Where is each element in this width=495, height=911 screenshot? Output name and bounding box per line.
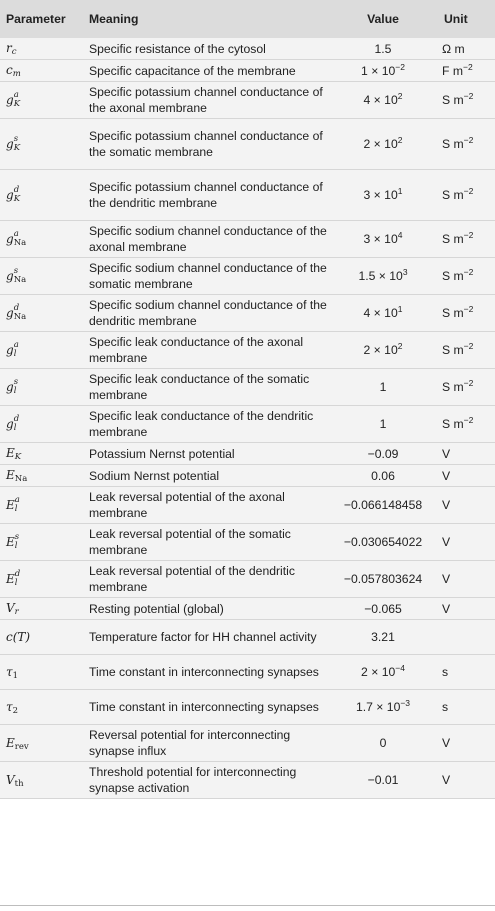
value-mantissa: −0.09 [367,446,399,461]
symbol-scripts [14,415,19,433]
unit-exponent: −2 [463,340,474,351]
unit-base: V [442,446,451,461]
value-mantissa: 4 × 10 [363,306,398,320]
symbol-superscript: a [13,229,19,239]
unit-exponent: −2 [463,303,474,314]
parameter-symbol [6,446,21,460]
symbol-scripts [15,467,28,484]
symbol-base: E [6,468,15,482]
parameter-symbol [6,665,18,679]
value-cell [328,620,438,655]
table-row [0,620,495,655]
unit-cell [438,465,495,487]
parameter-cell [0,332,83,369]
unit-base: V [442,468,451,483]
table-row [0,561,495,598]
value-mantissa: 2 × 10 [363,343,398,357]
meaning-cell: Threshold potential for interconnecting synapse activation [89,765,297,795]
unit-base: S m [442,380,464,394]
table-row [0,487,495,524]
parameter-symbol [6,773,24,787]
parameter-symbol [6,630,30,644]
value-exponent: 4 [397,229,403,240]
table-row [0,406,495,443]
unit-exponent: −2 [463,90,474,101]
parameter-symbol [6,736,29,750]
symbol-subscript: 1 [12,670,19,681]
parameter-symbol [6,468,27,482]
table-row [0,60,495,82]
symbol-subscript: K [14,452,22,462]
symbol-subscript: l [13,386,17,396]
header-parameter: Parameter [6,12,66,26]
symbol-scripts [13,699,18,716]
unit-exponent: −2 [463,229,474,240]
parameter-symbol [6,377,19,396]
unit-exponent: −2 [462,61,473,72]
symbol-superscript: a [13,340,19,350]
table-row [0,443,495,465]
parameter-cell [0,655,83,690]
unit-base: s [442,700,449,714]
value-mantissa: −0.065 [364,601,402,616]
table-bottom-rule [0,905,495,906]
unit-base: S m [442,232,464,246]
symbol-subscript: l [13,423,17,433]
table-row [0,762,495,799]
value-mantissa: 1.5 × 10 [358,269,403,283]
parameter-symbol [6,495,20,514]
symbol-scripts [14,230,27,248]
value-mantissa: −0.057803624 [343,572,423,586]
parameter-cell [0,38,83,60]
symbol-subscript: Na [13,275,27,285]
unit-cell [438,332,495,369]
symbol-base: g [6,305,14,320]
symbol-scripts [14,91,20,109]
table-row [0,119,495,170]
symbol-base: c(T) [6,630,31,644]
unit-cell [438,60,495,82]
symbol-base: V [6,601,15,615]
table-row [0,655,495,690]
table-row [0,82,495,119]
unit-base: V [442,601,451,616]
value-cell [328,60,438,82]
symbol-scripts [14,341,19,359]
parameter-cell [0,620,83,655]
unit-cell [438,38,495,60]
unit-base: S m [442,188,464,202]
parameter-cell [0,690,83,725]
parameter-cell [0,369,83,406]
symbol-subscript: c [11,47,17,57]
symbol-base: V [6,772,15,787]
value-mantissa: 2 × 10 [361,665,396,679]
value-cell [328,221,438,258]
value-cell [328,524,438,561]
value-cell [328,443,438,465]
meaning-cell: Leak reversal potential of the somatic membrane [89,527,291,557]
meaning-cell: Specific potassium channel conductance of the axonal membrane [89,85,323,115]
symbol-superscript: s [13,266,19,276]
symbol-base: g [6,231,14,246]
symbol-subscript: l [13,349,17,359]
table-row [0,258,495,295]
table-row [0,524,495,561]
symbol-scripts [13,664,18,681]
unit-exponent: −2 [463,414,474,425]
value-mantissa: −0.01 [367,773,399,787]
parameter-symbol [6,63,21,77]
parameter-symbol [6,41,17,55]
symbol-scripts [14,378,18,396]
parameter-symbol [6,569,21,588]
value-cell [328,119,438,170]
symbol-subscript: l [14,541,18,551]
unit-cell [438,170,495,221]
symbol-subscript: Na [13,312,27,322]
symbol-base: E [6,571,15,586]
value-exponent: 3 [402,266,408,277]
value-cell [328,725,438,762]
meaning-cell: Specific potassium channel conductance of the somatic membrane [89,129,323,159]
meaning-cell: Specific potassium channel conductance of the dendritic membrane [89,180,323,210]
value-cell [328,690,438,725]
unit-cell [438,524,495,561]
parameter-cell [0,82,83,119]
unit-exponent: −2 [463,185,474,196]
value-cell [328,762,438,799]
value-exponent: 1 [397,303,403,314]
symbol-superscript: d [13,303,20,313]
symbol-base: τ [6,699,13,714]
value-cell [328,598,438,620]
unit-cell [438,598,495,620]
unit-cell [438,221,495,258]
parameter-cell [0,60,83,82]
parameter-symbol [6,414,20,433]
symbol-scripts [12,40,17,57]
parameter-cell [0,443,83,465]
symbol-base: g [6,136,14,151]
parameter-cell [0,762,83,799]
table-row [0,295,495,332]
symbol-superscript: s [13,377,19,387]
value-cell [328,561,438,598]
symbol-base: g [6,187,14,202]
parameter-cell [0,170,83,221]
unit-exponent: −2 [463,377,474,388]
symbol-subscript: l [14,578,18,588]
value-cell [328,295,438,332]
value-mantissa: 4 × 10 [363,93,398,107]
parameter-cell [0,221,83,258]
symbol-subscript: K [13,194,21,204]
header-meaning: Meaning [89,12,139,26]
meaning-cell: Specific sodium channel conductance of the dendritic membrane [89,298,327,328]
symbol-subscript: th [14,778,24,789]
unit-cell [438,258,495,295]
symbol-base: g [6,92,14,107]
unit-base: F m [442,63,463,78]
parameter-symbol [6,134,21,153]
parameter-symbol [6,700,18,714]
unit-base: s [442,665,449,679]
parameter-symbol [6,532,20,551]
parameter-symbol [6,266,27,285]
value-cell [328,38,438,60]
table-row [0,690,495,725]
symbol-superscript: d [13,414,20,424]
unit-cell [438,561,495,598]
symbol-scripts [15,735,29,752]
value-exponent: −4 [395,662,405,673]
meaning-cell: Specific leak conductance of the axonal membrane [89,335,304,365]
unit-base: S m [442,417,464,431]
header-value: Value [367,12,399,26]
symbol-base: E [6,534,15,549]
unit-cell [438,443,495,465]
symbol-subscript: rev [14,741,29,752]
symbol-base: E [6,497,15,512]
unit-cell [438,690,495,725]
parameter-cell [0,119,83,170]
value-mantissa: −0.030654022 [343,535,423,549]
unit-cell [438,487,495,524]
parameter-cell [0,295,83,332]
unit-base: V [442,773,451,787]
header-unit: Unit [444,12,468,26]
table-row [0,170,495,221]
symbol-scripts [15,772,24,789]
table-row [0,725,495,762]
parameter-cell [0,465,83,487]
value-mantissa: 1.7 × 10 [355,700,401,714]
symbol-scripts [14,186,20,204]
meaning-cell: Temperature factor for HH channel activity [89,630,317,644]
unit-exponent: −2 [463,134,474,145]
parameter-symbol [6,229,27,248]
symbol-base: τ [6,664,13,679]
value-mantissa: −0.066148458 [343,498,423,512]
unit-base: V [442,736,451,750]
parameter-cell [0,725,83,762]
symbol-superscript: a [14,495,20,505]
symbol-base: g [6,342,14,357]
symbol-subscript: K [13,143,21,153]
symbol-base: g [6,416,14,431]
meaning-cell: Resting potential (global) [89,601,224,616]
symbol-subscript: Na [14,474,28,484]
meaning-cell: Specific leak conductance of the somatic membrane [89,372,310,402]
value-exponent: 2 [397,134,403,145]
value-cell [328,369,438,406]
value-mantissa: 3 × 10 [363,232,398,246]
symbol-superscript: d [13,185,20,195]
symbol-subscript: m [12,69,21,79]
unit-base: S m [442,306,464,320]
symbol-scripts [15,600,19,617]
value-mantissa: 0 [379,736,387,750]
value-exponent: −3 [400,697,411,708]
value-cell [328,655,438,690]
meaning-cell: Leak reversal potential of the axonal membrane [89,490,285,520]
meaning-cell: Time constant in interconnecting synapses [89,700,319,714]
meaning-cell: Potassium Nernst potential [89,446,235,461]
symbol-base: g [6,268,14,283]
symbol-base: g [6,379,14,394]
unit-cell [438,620,495,655]
symbol-scripts [14,135,20,153]
meaning-cell: Sodium Nernst potential [89,468,220,483]
unit-cell [438,295,495,332]
unit-base: S m [442,137,464,151]
parameter-symbol [6,90,21,109]
parameter-cell [0,487,83,524]
parameter-cell [0,406,83,443]
meaning-cell: Leak reversal potential of the dendritic membrane [89,564,295,594]
parameter-cell [0,524,83,561]
symbol-superscript: d [14,569,21,579]
unit-exponent: −2 [463,266,474,277]
value-cell [328,170,438,221]
value-mantissa: 1 × 10 [361,63,396,78]
value-mantissa: 2 × 10 [363,137,398,151]
value-exponent: 2 [397,340,403,351]
symbol-superscript: s [14,532,20,542]
value-cell [328,332,438,369]
symbol-superscript: s [13,134,19,144]
meaning-cell: Specific leak conductance of the dendritic membrane [89,409,314,439]
parameter-symbol [6,185,21,204]
symbol-scripts [15,496,20,514]
symbol-scripts [15,533,19,551]
table-row [0,598,495,620]
meaning-cell: Specific sodium channel conductance of the axonal membrane [89,224,327,254]
unit-base: S m [442,269,464,283]
unit-base: V [442,572,451,586]
unit-base: S m [442,343,464,357]
symbol-base: r [6,41,12,55]
symbol-base: c [6,63,13,77]
parameter-symbol [6,303,27,322]
table-body [0,38,495,799]
value-cell [328,487,438,524]
unit-base: V [442,498,451,512]
symbol-base: E [6,735,15,750]
unit-cell [438,119,495,170]
value-exponent: −2 [395,61,405,72]
value-exponent: 2 [397,90,403,101]
value-mantissa: 3.21 [371,630,395,644]
unit-cell [438,369,495,406]
value-mantissa: 1.5 [374,41,392,56]
meaning-cell: Specific resistance of the cytosol [89,41,266,56]
meaning-cell: Reversal potential for interconnecting synapse influx [89,728,291,758]
symbol-base: E [6,446,15,460]
value-mantissa: 1 [379,380,387,394]
unit-cell [438,762,495,799]
table-row [0,465,495,487]
symbol-scripts [14,267,27,285]
symbol-scripts [15,570,20,588]
symbol-subscript: K [13,99,21,109]
parameter-symbol [6,340,19,359]
parameter-cell [0,598,83,620]
value-cell [328,465,438,487]
symbol-scripts [13,62,21,79]
parameter-cell [0,258,83,295]
symbol-subscript: 2 [12,705,19,716]
unit-base: V [442,535,451,549]
meaning-cell: Time constant in interconnecting synapses [89,665,319,679]
value-mantissa: 1 [379,417,387,431]
unit-base: Ω m [442,41,465,56]
symbol-subscript: l [14,504,18,514]
table-row [0,221,495,258]
value-cell [328,82,438,119]
table-row [0,38,495,60]
parameter-cell [0,561,83,598]
unit-cell [438,655,495,690]
unit-cell [438,82,495,119]
symbol-scripts [14,304,27,322]
value-cell [328,406,438,443]
value-mantissa: 3 × 10 [363,188,398,202]
table-row [0,332,495,369]
unit-cell [438,725,495,762]
meaning-cell: Specific sodium channel conductance of the somatic membrane [89,261,327,291]
value-mantissa: 0.06 [371,468,395,483]
symbol-scripts [15,445,21,462]
value-exponent: 1 [397,185,403,196]
table-header-row [0,0,495,38]
symbol-subscript: Na [13,238,27,248]
symbol-superscript: a [13,90,19,100]
meaning-cell: Specific capacitance of the membrane [89,63,296,78]
unit-base: S m [442,93,464,107]
unit-cell [438,406,495,443]
symbol-subscript: r [14,607,19,617]
table-row [0,369,495,406]
value-cell [328,258,438,295]
parameter-symbol [6,601,19,615]
